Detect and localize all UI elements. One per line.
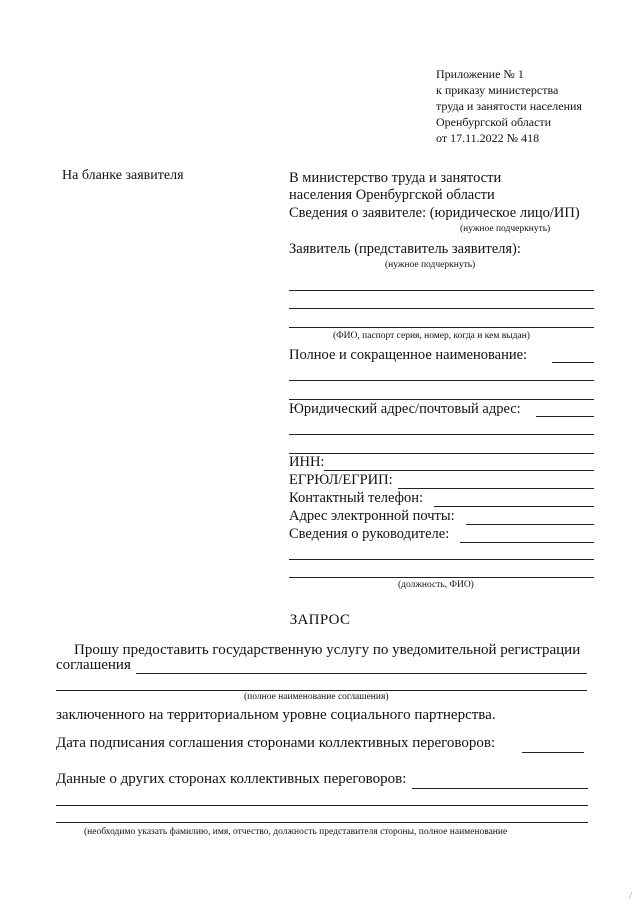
annex-line-2: к приказу министерства [436, 83, 559, 97]
underline-hint-1: (нужное подчеркнуть) [460, 224, 551, 234]
sign-date-label: Дата подписания соглашения сторонами коллективных переговоров: [56, 735, 496, 751]
underline-hint-2: (нужное подчеркнуть) [385, 260, 476, 270]
recipient-line-2: населения Оренбургской области [289, 187, 495, 203]
other-parties-fill-line-2[interactable] [56, 805, 588, 806]
concluded-text: заключенного на территориальном уровне социального партнерства. [56, 707, 496, 723]
legal-address-fill-line-2[interactable] [289, 434, 594, 435]
phone-label: Контактный телефон: [289, 490, 424, 506]
other-parties-label: Данные о других сторонах коллективных переговоров: [56, 771, 407, 787]
full-name-fill-line-3[interactable] [289, 399, 594, 400]
letterhead-note: На бланке заявителя [62, 168, 184, 183]
request-para-line-1: Прошу предоставить государственную услугу по уведомительной регистрации [74, 642, 581, 658]
head-info-label: Сведения о руководителе: [289, 526, 450, 542]
head-info-fill-line-2[interactable] [289, 559, 594, 560]
other-parties-fill-line-1[interactable] [412, 788, 588, 789]
agreement-fill-line-2[interactable] [56, 690, 587, 691]
recipient-line-1: В министерство труда и занятости [289, 170, 502, 186]
annex-line-4: Оренбургской области [436, 115, 552, 129]
email-label: Адрес электронной почты: [289, 508, 455, 524]
position-hint: (должность, ФИО) [398, 580, 474, 590]
legal-address-label: Юридический адрес/почтовый адрес: [289, 401, 521, 417]
annex-line-3: труда и занятости населения [436, 99, 582, 113]
parties-hint: (необходимо указать фамилию, имя, отчество, должность представителя стороны, полное наименование [84, 827, 508, 837]
fio-hint: (ФИО, паспорт серия, номер, когда и кем выдан) [333, 331, 530, 341]
applicant-fill-line-2[interactable] [289, 308, 594, 309]
applicant-fill-line-3[interactable] [289, 327, 594, 328]
inn-label: ИНН: [289, 454, 325, 470]
egrul-fill-line[interactable] [398, 488, 594, 489]
other-parties-fill-line-3[interactable] [56, 822, 588, 823]
scan-mark: / [628, 890, 632, 902]
egrul-label: ЕГРЮЛ/ЕГРИП: [289, 472, 393, 488]
head-info-fill-line-3[interactable] [289, 577, 594, 578]
applicant-label: Заявитель (представитель заявителя): [289, 241, 521, 257]
head-info-fill-line-1[interactable] [460, 542, 594, 543]
full-name-label: Полное и сокращенное наименование: [289, 347, 528, 363]
request-title: ЗАПРОС [289, 612, 351, 628]
email-fill-line[interactable] [466, 524, 594, 525]
inn-fill-line[interactable] [324, 470, 594, 471]
phone-fill-line[interactable] [434, 506, 594, 507]
full-name-fill-line-1[interactable] [552, 362, 594, 363]
full-name-fill-line-2[interactable] [289, 380, 594, 381]
annex-block [436, 66, 582, 146]
annex-line-1: Приложение № 1 [436, 67, 524, 81]
annex-line-5: от 17.11.2022 № 418 [436, 131, 540, 145]
request-para-line-2: соглашения [56, 657, 131, 673]
legal-address-fill-line-3[interactable] [289, 453, 594, 454]
agreement-fill-line-1[interactable] [136, 673, 587, 674]
applicant-fill-line-1[interactable] [289, 290, 594, 291]
agreement-hint: (полное наименование соглашения) [244, 692, 389, 702]
applicant-info-label: Сведения о заявителе: (юридическое лицо/ИП) [289, 205, 580, 221]
legal-address-fill-line-1[interactable] [536, 416, 594, 417]
sign-date-fill-line[interactable] [522, 752, 584, 753]
